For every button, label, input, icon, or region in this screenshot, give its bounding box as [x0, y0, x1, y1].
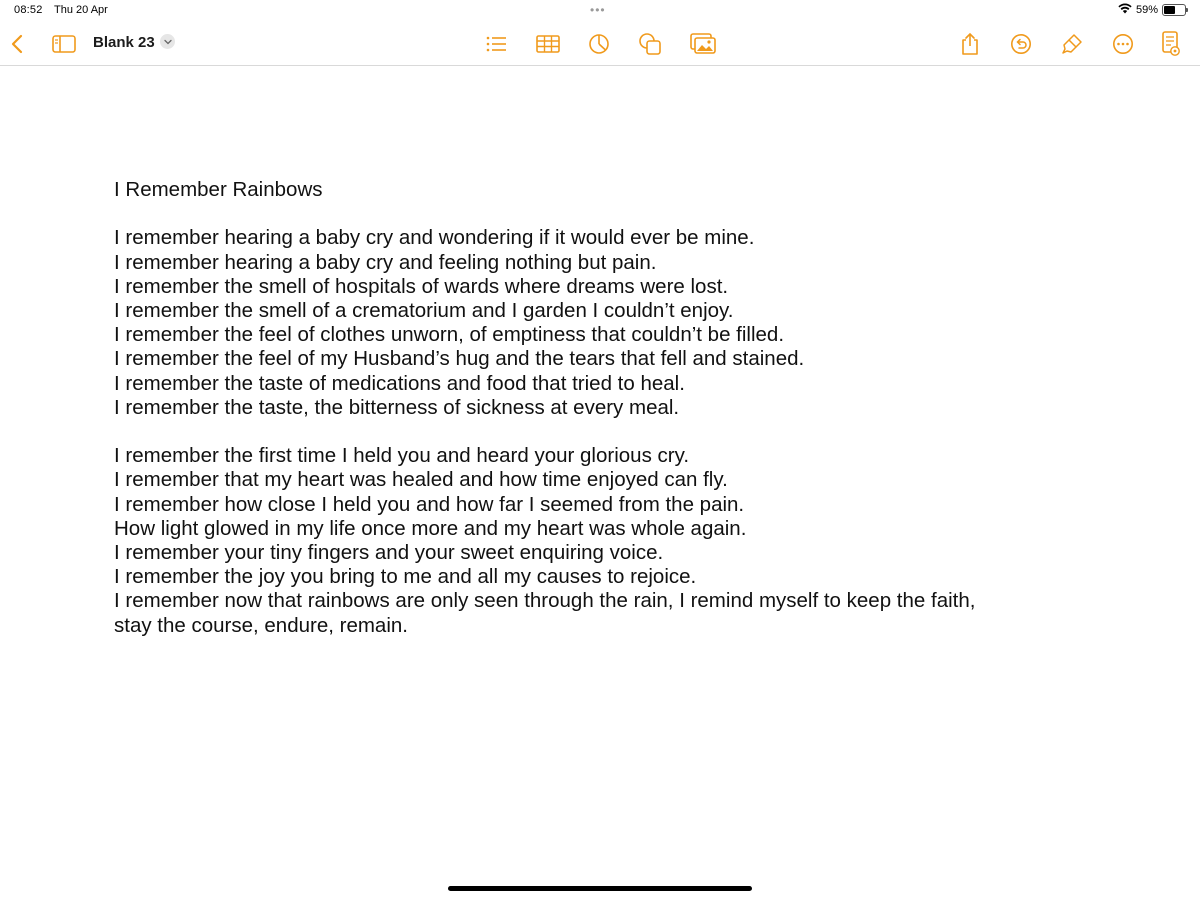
poem-line: I remember the feel of clothes unworn, of emptiness that couldn’t be filled. — [114, 323, 785, 347]
document-title[interactable]: Blank 23 — [93, 34, 155, 51]
status-right — [1118, 3, 1186, 17]
poem-line: I remember your tiny fingers and your sweet enquiring voice. — [114, 541, 664, 565]
poem-line: I remember the feel of my Husband’s hug and the tears that fell and stained. — [114, 347, 805, 371]
poem-line: I remember hearing a baby cry and wondering if it would ever be mine. — [114, 226, 755, 250]
toolbar — [0, 22, 1200, 66]
undo-icon[interactable] — [1008, 31, 1034, 57]
poem-line: I remember that my heart was healed and how time enjoyed can fly. — [114, 468, 728, 492]
format-brush-icon[interactable] — [1059, 31, 1085, 57]
title-menu-chevron-icon[interactable] — [160, 34, 175, 49]
status-date: Thu 20 Apr — [54, 4, 108, 16]
status-time: 08:52 — [14, 4, 43, 16]
poem-line: I remember the joy you bring to me and all my causes to rejoice. — [114, 565, 697, 589]
poem-line: stay the course, endure, remain. — [114, 613, 408, 637]
status-bar — [0, 0, 1200, 22]
poem-line: I remember the taste of medications and food that tried to heal. — [114, 371, 685, 395]
poem-line: How light glowed in my life once more and my heart was whole again. — [114, 516, 747, 540]
sidebar-icon[interactable] — [51, 31, 77, 57]
back-chevron-icon[interactable] — [4, 31, 30, 57]
battery-fill — [1164, 6, 1175, 14]
document-options-icon[interactable] — [1158, 31, 1184, 57]
battery-percentage: 59% — [1135, 4, 1158, 16]
share-icon[interactable] — [957, 31, 983, 57]
list-icon[interactable] — [483, 31, 509, 57]
chart-icon[interactable] — [586, 31, 612, 57]
poem-line: I remember how close I held you and how far I seemed from the pain. — [114, 492, 745, 516]
poem-line: I remember the smell of a crematorium and I garden I couldn’t enjoy. — [114, 299, 734, 322]
poem-line: I remember the first time I held you and heard your glorious cry. — [114, 444, 690, 468]
document-heading: I Remember Rainbows — [114, 178, 323, 201]
shapes-icon[interactable] — [637, 31, 663, 57]
media-icon[interactable] — [690, 31, 716, 57]
poem-line: I remember the taste, the bitterness of sickness at every meal. — [114, 395, 680, 419]
more-icon[interactable] — [1110, 31, 1136, 57]
home-indicator[interactable] — [448, 886, 752, 891]
table-icon[interactable] — [535, 31, 561, 57]
multitasking-dots-icon[interactable]: ••• — [590, 3, 606, 17]
battery-icon — [1162, 4, 1186, 16]
poem-line: I remember hearing a baby cry and feeling nothing but pain. — [114, 250, 657, 274]
poem-line: I remember the smell of hospitals of wards where dreams were lost. — [114, 274, 729, 298]
document-body[interactable] — [114, 178, 1114, 638]
wifi-icon — [1118, 3, 1132, 17]
poem-line: I remember now that rainbows are only seen through the rain, I remind myself to keep the faith, — [114, 589, 976, 613]
